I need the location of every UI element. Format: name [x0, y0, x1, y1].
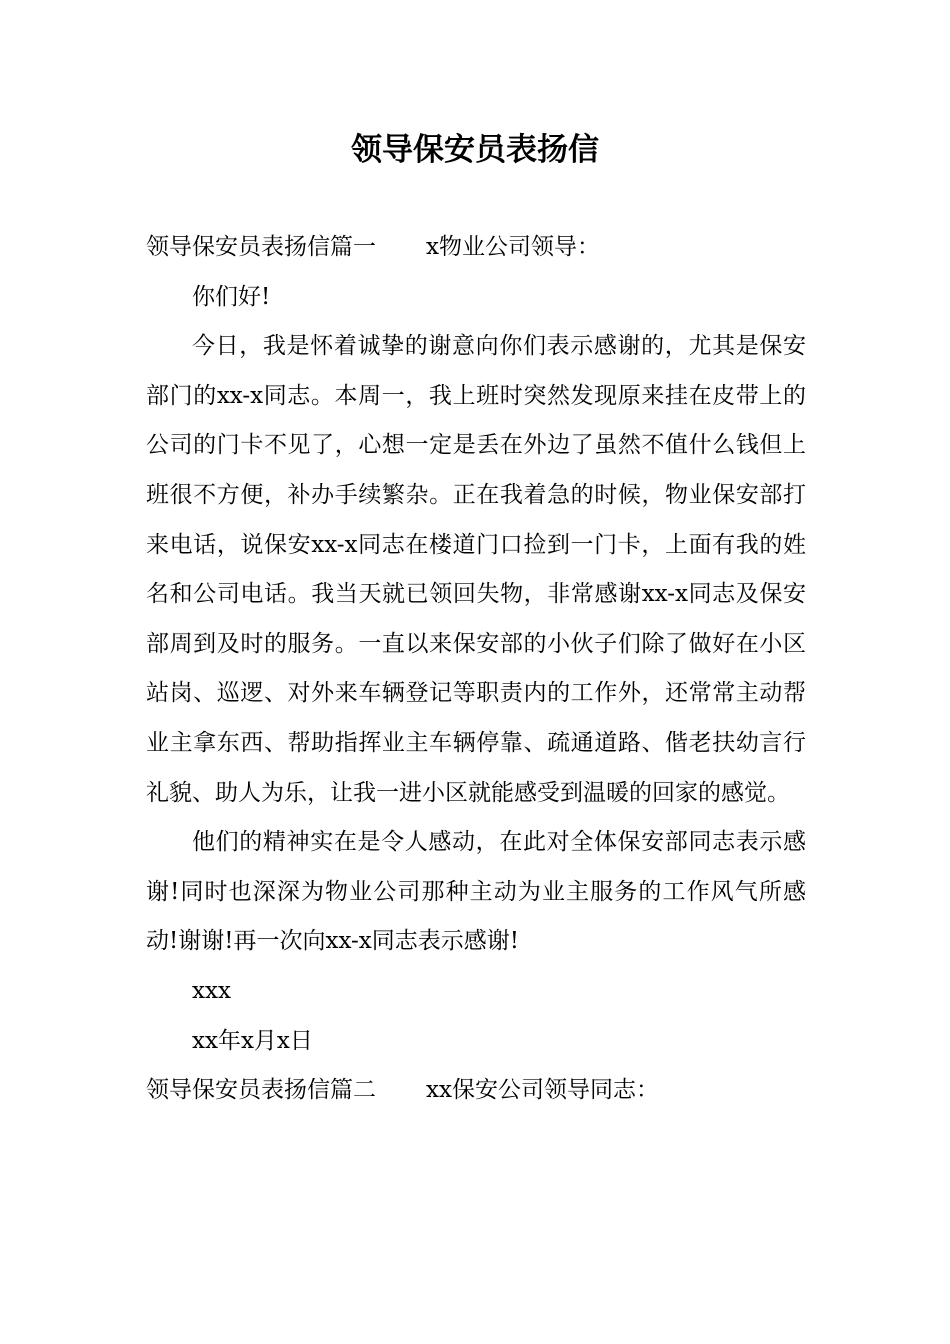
section2-heading: 领导保安员表扬信篇二 [146, 1077, 376, 1104]
section1-date: xx年x月x日 [192, 1027, 313, 1054]
section1-signature: xxx [192, 977, 231, 1004]
section1-salutation: x物业公司领导： [426, 234, 600, 260]
section2-salutation: xx保安公司领导同志： [426, 1077, 659, 1104]
section1-paragraph2: 他们的精神实在是令人感动，在此对全体保安部同志表示感谢!同时也深深为物业公司那种主动为业主服务的工作风气所感动!谢谢!再一次向xx-x同志表示感谢! [146, 829, 806, 955]
document-body [146, 223, 806, 1116]
section1-heading: 领导保安员表扬信篇一 [146, 234, 376, 260]
section1-greeting: 你们好! [192, 283, 271, 310]
section2-heading-line [146, 1066, 806, 1116]
section1-heading-line [146, 223, 806, 273]
section1-paragraph1: 今日，我是怀着诚挚的谢意向你们表示感谢的，尤其是保安部门的xx-x同志。本周一，我上班时突然发现原来挂在皮带上的公司的门卡不见了，心想一定是丢在外边了虽然不值什么钱但上班很不方便，补办手续繁杂。正在我着急的时候，物业保安部打来电话，说保安xx-x同志在楼道门口捡到一门卡，上面有我的姓名和公司电话。我当天就已领回失物，非常感谢xx-x同志及保安部周到及时的服务。一直以来保安部的小伙子们除了做好在小区站岗、巡逻、对外来车辆登记等职责内的工作外，还常常主动帮业主拿东西、帮助指挥业主车辆停靠、疏通道路、偕老扶幼言行礼貌、助人为乐，让我一进小区就能感受到温暖的回家的感觉。 [146, 333, 806, 806]
document-title: 领导保安员表扬信 [351, 132, 599, 168]
